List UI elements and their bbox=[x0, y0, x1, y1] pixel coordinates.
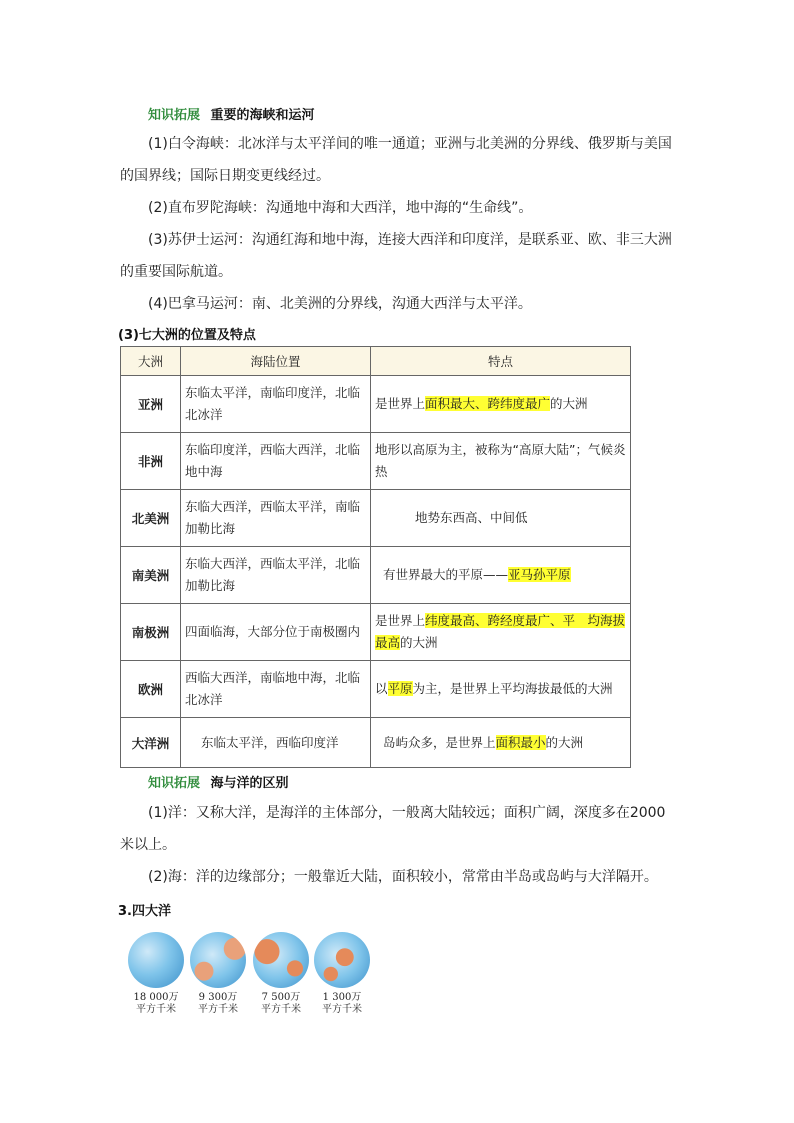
table-row bbox=[121, 661, 631, 718]
strait-item-bering: (1)白令海峡：北冰洋与太平洋间的唯一通道；亚洲与北美洲的分界线、俄罗斯与美国的国界线；国际日期变更线经过。 bbox=[120, 136, 672, 184]
extension-title: 重要的海峡和运河 bbox=[210, 108, 315, 123]
continent-location: 东临太平洋，南临印度洋，北临北冰洋 bbox=[181, 376, 371, 433]
continent-features bbox=[371, 547, 631, 604]
feature-text: 的大洲 bbox=[550, 396, 588, 411]
continent-location: 东临大西洋，西临太平洋，南临加勒比海 bbox=[181, 490, 371, 547]
ocean-figure bbox=[312, 932, 372, 1016]
ocean-definition: (1)洋：又称大洋，是海洋的主体部分，一般离大陆较远；面积广阔，深度多在2000米以上。 bbox=[120, 805, 666, 853]
continent-name: 南极洲 bbox=[121, 604, 181, 661]
ocean-figure bbox=[126, 932, 186, 1016]
continent-features bbox=[371, 376, 631, 433]
feature-text: 以 bbox=[375, 681, 388, 696]
section-heading-continents: (3)七大洲的位置及特点 bbox=[118, 328, 256, 343]
continent-location: 东临印度洋，西临大西洋，北临地中海 bbox=[181, 433, 371, 490]
ocean-area: 9 300万 bbox=[198, 992, 238, 1003]
continent-features bbox=[371, 490, 631, 547]
ocean-figure bbox=[188, 932, 248, 1016]
feature-text: 的大洲 bbox=[400, 635, 438, 650]
continent-features bbox=[371, 661, 631, 718]
feature-text: 岛屿众多，是世界上 bbox=[383, 734, 496, 750]
ocean-area-unit: 平方千米 bbox=[261, 1004, 301, 1015]
continent-name: 北美洲 bbox=[121, 490, 181, 547]
continent-features bbox=[371, 604, 631, 661]
feature-text: 地势东西高、中间低 bbox=[415, 510, 528, 525]
table-row bbox=[121, 376, 631, 433]
continent-name: 大洋洲 bbox=[121, 718, 181, 768]
sea-definition: (2)海：洋的边缘部分；一般靠近大陆，面积较小，常常由半岛或岛屿与大洋隔开。 bbox=[148, 869, 658, 885]
feature-text: 有世界最大的平原—— bbox=[383, 567, 509, 582]
feature-highlight: 亚马孙平原 bbox=[508, 567, 571, 582]
table-row bbox=[121, 718, 631, 768]
continent-name: 非洲 bbox=[121, 433, 181, 490]
continent-location: 东临大西洋，西临太平洋，北临加勒比海 bbox=[181, 547, 371, 604]
canal-item-suez: (3)苏伊士运河：沟通红海和地中海，连接大西洋和印度洋，是联系亚、欧、非三大洲的重要国际航道。 bbox=[120, 232, 672, 280]
feature-text: 为主，是世界上平均海拔最低的大洲 bbox=[412, 681, 613, 696]
continent-name: 欧洲 bbox=[121, 661, 181, 718]
continent-features bbox=[371, 718, 631, 768]
table-row bbox=[121, 604, 631, 661]
feature-highlight: 平原 bbox=[387, 681, 413, 696]
column-header-location: 海陆位置 bbox=[181, 347, 371, 376]
table-row bbox=[121, 547, 631, 604]
globe-icon bbox=[253, 932, 309, 988]
feature-text: 地形以高原为主，被称为“高原大陆”；气候炎热 bbox=[375, 442, 626, 479]
canal-item-panama: (4)巴拿马运河：南、北美洲的分界线，沟通大西洋与太平洋。 bbox=[148, 296, 532, 312]
continent-features bbox=[371, 433, 631, 490]
ocean-figure bbox=[251, 932, 311, 1016]
table-row bbox=[121, 490, 631, 547]
globe-icon bbox=[314, 932, 370, 988]
feature-text: 的大洲 bbox=[545, 734, 584, 750]
column-header-features: 特点 bbox=[371, 347, 631, 376]
table-header-row bbox=[121, 347, 631, 376]
feature-text: 是世界上 bbox=[375, 613, 426, 628]
continent-location: 西临大西洋，南临地中海，北临北冰洋 bbox=[181, 661, 371, 718]
continents-table bbox=[120, 346, 631, 768]
continent-name: 南美洲 bbox=[121, 547, 181, 604]
globe-icon bbox=[128, 932, 184, 988]
knowledge-extension-heading-2 bbox=[148, 772, 289, 791]
table-row bbox=[121, 433, 631, 490]
section-heading-oceans: 3.四大洋 bbox=[118, 904, 171, 919]
feature-highlight: 面积最小 bbox=[495, 734, 546, 750]
extension-tag: 知识拓展 bbox=[148, 108, 201, 123]
ocean-area-unit: 平方千米 bbox=[322, 1004, 362, 1015]
extension-title: 海与洋的区别 bbox=[210, 776, 289, 791]
globe-icon bbox=[190, 932, 246, 988]
feature-text: 是世界上 bbox=[375, 396, 426, 411]
continent-location: 四面临海，大部分位于南极圈内 bbox=[181, 604, 371, 661]
continent-name: 亚洲 bbox=[121, 376, 181, 433]
continent-location: 东临太平洋，西临印度洋 bbox=[181, 718, 371, 768]
column-header-continent: 大洲 bbox=[121, 347, 181, 376]
strait-item-gibraltar: (2)直布罗陀海峡：沟通地中海和大西洋，地中海的“生命线”。 bbox=[148, 200, 533, 216]
ocean-area-unit: 平方千米 bbox=[198, 1004, 238, 1015]
ocean-area: 18 000万 bbox=[133, 992, 179, 1003]
knowledge-extension-heading-1 bbox=[148, 104, 315, 123]
feature-highlight: 纬度最高、跨经度最广、平 均海拔最高 bbox=[375, 613, 626, 650]
ocean-area: 7 500万 bbox=[261, 992, 301, 1003]
extension-tag: 知识拓展 bbox=[148, 776, 201, 791]
ocean-area-unit: 平方千米 bbox=[136, 1004, 176, 1015]
ocean-area: 1 300万 bbox=[322, 992, 362, 1003]
feature-highlight: 面积最大、跨纬度最广 bbox=[425, 396, 551, 411]
